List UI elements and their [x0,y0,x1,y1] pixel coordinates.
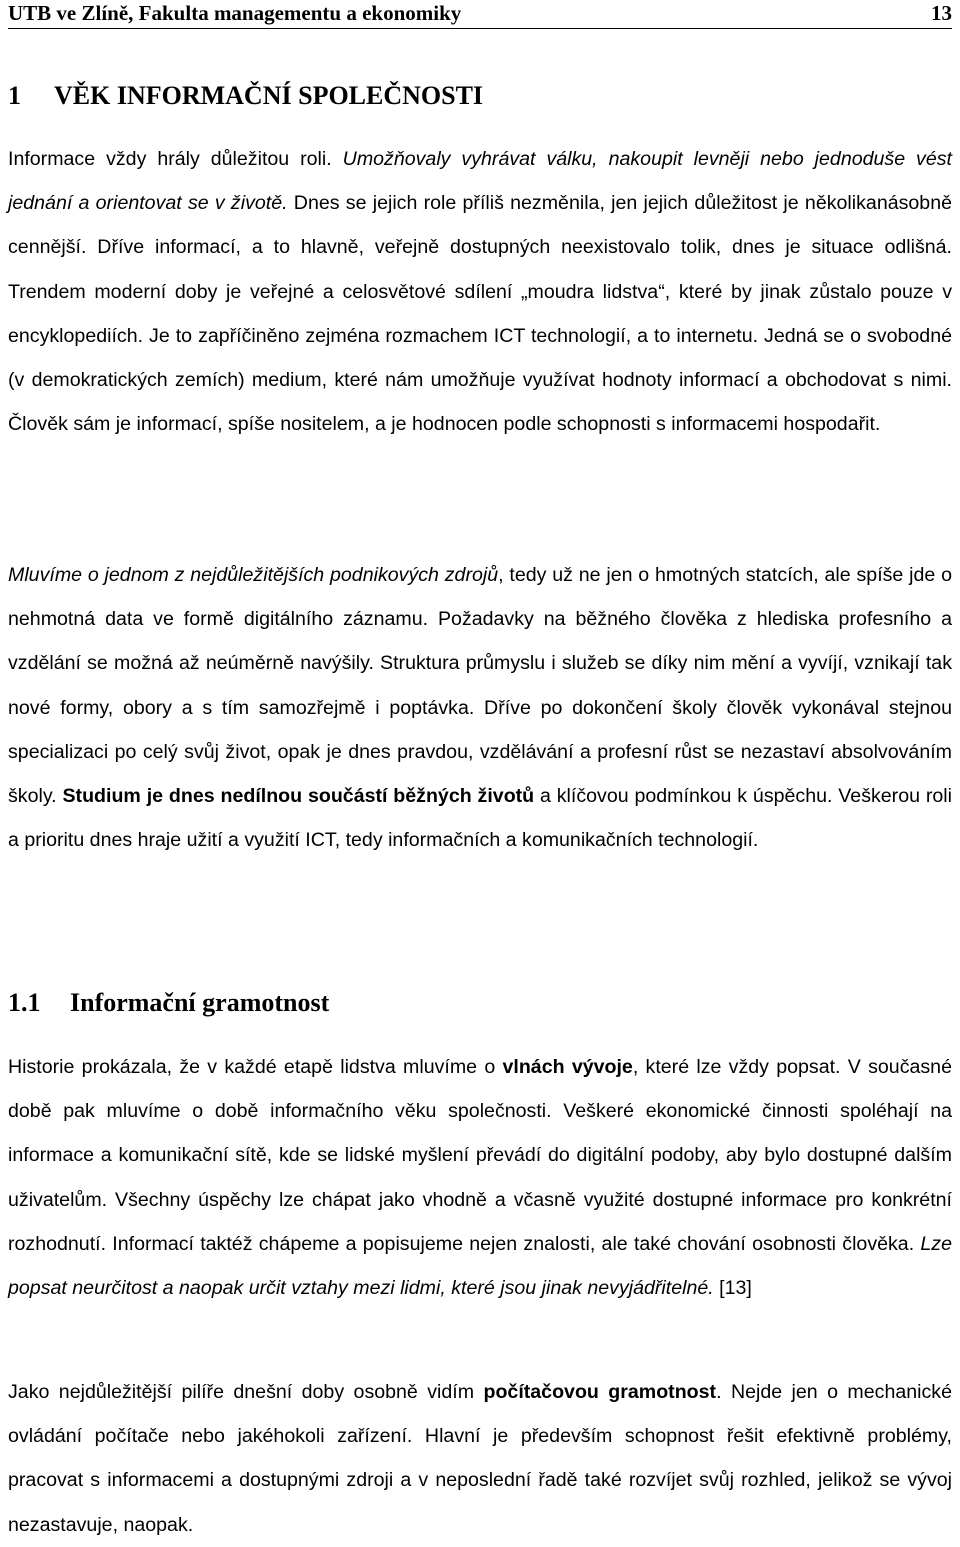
p3-citation: [13] [713,1277,752,1300]
page-header [8,0,952,29]
p4-bold-text: počítačovou gramotnost [483,1381,717,1403]
p2-bold-text: Studium je dnes nedílnou součástí běžných životů [62,785,535,808]
paragraph-2 [8,553,952,862]
p1-text-3: Dříve informací, a to hlavně, veřejně dostupných neexistovalo tolik, dnes je situace odlišná. Trendem moderní doby je veřejné a celosvětové sdílení „moudra lidstva“, které by jinak zůstalo pouze v encyklopediích. Je to zapříčiněno zejména rozmachem ICT technologií, a to internetu. Jedná se o svobodné (v demokratických zemích) medium, které nám umožňuje využívat hodnoty informací a obchodovat s nimi. Člověk sám je informací, spíše nositelem, a je hodnocen podle schopnosti s informacemi hospodařit. [8,236,952,436]
paragraph-3 [8,1045,952,1310]
p1-text-1: Informace vždy hrály důležitou roli. [8,148,343,170]
p3-italic-text: Lze popsat neurčitost a naopak určit vztahy mezi lidmi, které jsou jinak nevyjádřitelné. [8,1232,952,1300]
paragraph-1 [8,137,952,446]
p2-text-1: , tedy už ne jen o hmotných statcích, ale spíše jde o nehmotná data ve formě digitálního záznamu. Požadavky na běžného člověka z hlediska profesního a vzdělání se možná až neúměrně navýšily. Struktura průmyslu i služeb se díky nim mění a vyvíjí, vznikají tak nové formy, obory a s tím samozřejmě i poptávka. Dříve po dokončení školy člověk vykonával stejnou specializaci po celý svůj život, opak je dnes pravdou, vzdělávání a profesní růst se nezastaví absolvováním školy. [8,564,952,808]
chapter-number: 1 [8,81,21,110]
page-number: 13 [931,1,952,25]
p1-italic-text: Umožňovaly vyhrávat válku, nakoupit levněji nebo jednoduše vést jednání a orientovat se v životě. [8,148,952,215]
p4-text-1: Jako nejdůležitější pilíře dnešní doby osobně vidím [8,1381,484,1403]
p4-text-2: . Nejde jen o mechanické ovládání počítače nebo jakéhokoli zařízení. Hlavní je především schopnost řešit efektivně problémy, pracovat s informacemi a dostupnými zdroji a v neposlední řadě také rozvíjet svůj rozhled, jelikož se vývoj nezastavuje, naopak. [8,1381,952,1536]
section-number: 1.1 [8,988,41,1017]
p3-text-2: , které lze vždy popsat. V současné době pak mluvíme o době informačního věku společnosti. Veškeré ekonomické činnosti spoléhají na informace a komunikační sítě, kde se lidské myšlení převádí do digitální podoby, aby bylo dostupné dalším uživatelům. Všechny úspěchy lze chápat jako vhodně a včasně využité dostupné informace pro konkrétní rozhodnutí. Informací taktéž chápeme a popisujeme nejen znalosti, ale také chování osobnosti člověka. [8,1056,952,1255]
paragraph-4 [8,1370,952,1547]
p3-text-1: Historie prokázala, že v každé etapě lidstva mluvíme o [8,1056,503,1078]
p3-bold-text: vlnách vývoje [502,1056,633,1078]
section-title: Informační gramotnost [70,988,330,1017]
header-title: UTB ve Zlíně, Fakulta managementu a ekonomiky [8,1,462,25]
p1-text-2: Dnes se jejich role příliš nezměnila, jen jejich důležitost je několikanásobně cennější. [8,192,952,259]
chapter-title: VĚK INFORMAČNÍ SPOLEČNOSTI [54,81,484,110]
section-heading [8,985,329,1021]
p2-text-2: a klíčovou podmínkou k úspěchu. Veškerou roli a prioritu dnes hraje užití a využití ICT, tedy informačních a komunikačních technologií. [8,785,952,852]
chapter-heading [8,78,483,114]
p2-italic-text: Mluvíme o jednom z nejdůležitějších podnikových zdrojů [8,564,499,586]
